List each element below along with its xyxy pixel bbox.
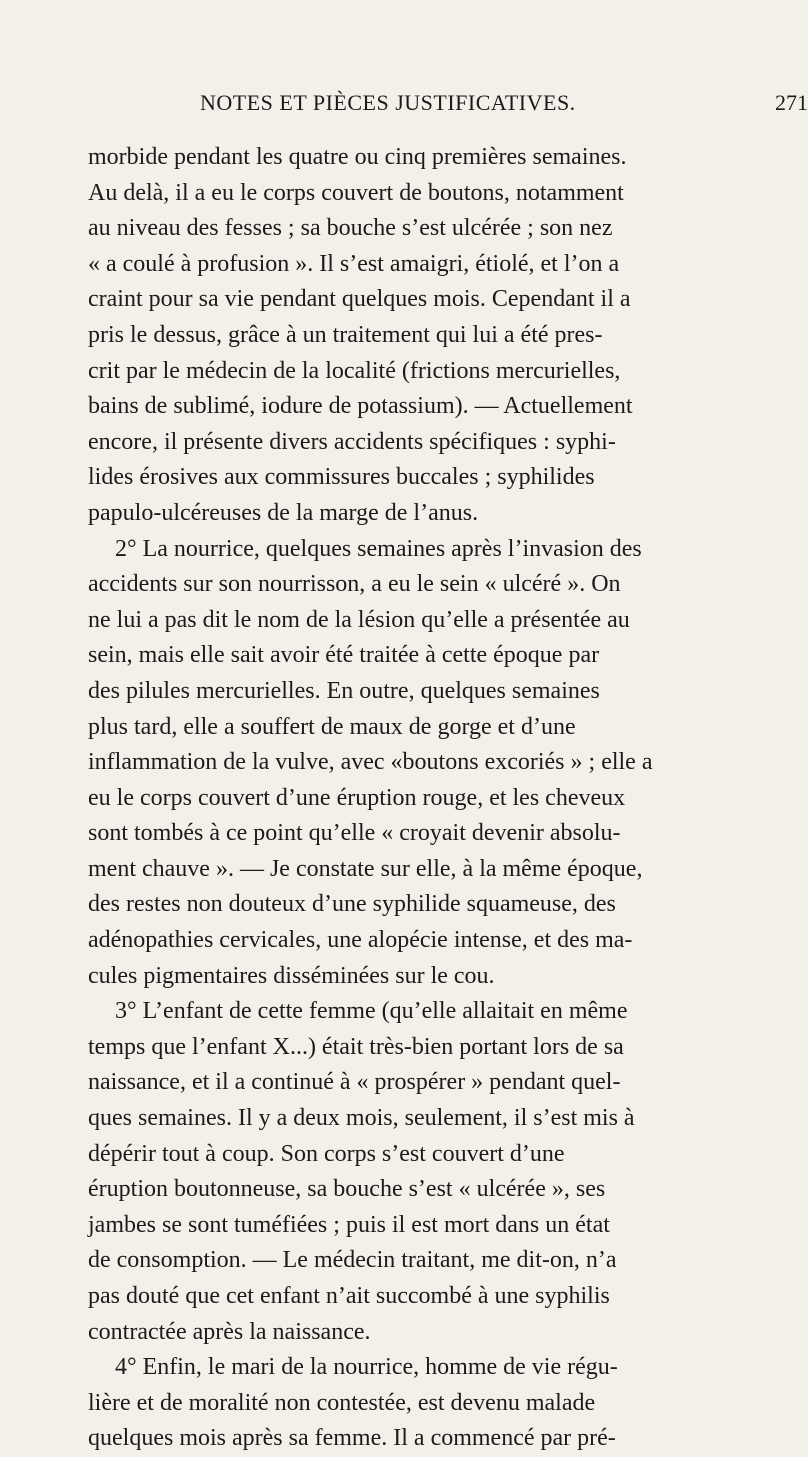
text-line: plus tard, elle a souffert de maux de gorge et d’une — [88, 713, 576, 740]
text-line: des restes non douteux d’une syphilide squameuse, des — [88, 891, 616, 918]
text-line: accidents sur son nourrisson, a eu le sein « ulcéré ». On — [88, 571, 621, 598]
text-line: quelques mois après sa femme. Il a commencé par pré- — [88, 1425, 616, 1452]
text-line: eu le corps couvert d’une éruption rouge, et les cheveux — [88, 784, 626, 811]
text-line: crit par le médecin de la localité (frictions mercurielles, — [88, 357, 621, 384]
text-line: pas douté que cet enfant n’ait succombé à une syphilis — [88, 1283, 610, 1309]
text-line: encore, il présente divers accidents spécifiques : syphi- — [88, 428, 616, 455]
page-number: 271 — [775, 90, 808, 115]
text-line: « a coulé à profusion ». Il s’est amaigri, étiolé, et l’on a — [88, 250, 620, 277]
text-line: Au delà, il a eu le corps couvert de boutons, notamment — [88, 179, 624, 206]
text-line: au niveau des fesses ; sa bouche s’est ulcérée ; son nez — [88, 215, 613, 242]
text-line: 4° Enfin, le mari de la nourrice, homme de vie régu- — [115, 1354, 618, 1381]
text-line: naissance, et il a continué à « prospérer » pendant quel- — [88, 1069, 621, 1096]
text-line: contractée après la naissance. — [88, 1318, 371, 1345]
text-line: pris le dessus, grâce à un traitement qui lui a été pres- — [88, 321, 603, 348]
text-line: sont tombés à ce point qu’elle « croyait devenir absolu- — [88, 820, 621, 847]
text-line: morbide pendant les quatre ou cinq premières semaines. — [88, 144, 627, 170]
text-line: de consomption. — Le médecin traitant, me dit-on, n’a — [88, 1247, 617, 1274]
text-line: lides érosives aux commissures buccales ; syphilides — [88, 464, 595, 491]
text-line: ques semaines. Il y a deux mois, seulement, il s’est mis à — [88, 1105, 635, 1132]
page-header — [200, 90, 808, 124]
text-line: ment chauve ». — Je constate sur elle, à la même époque, — [88, 855, 643, 882]
text-line: craint pour sa vie pendant quelques mois. Cependant il a — [88, 286, 631, 313]
blank-page-area — [0, 1155, 800, 1368]
text-line: lière et de moralité non contestée, est devenu malade — [88, 1389, 596, 1416]
text-line: inflammation de la vulve, avec «boutons excoriés » ; elle a — [88, 749, 653, 776]
text-line: ne lui a pas dit le nom de la lésion qu’elle a présentée au — [88, 606, 630, 633]
text-line: des pilules mercurielles. En outre, quelques semaines — [88, 677, 600, 704]
text-line: cules pigmentaires disséminées sur le cou. — [88, 962, 495, 989]
text-line: éruption boutonneuse, sa bouche s’est « ulcérée », ses — [88, 1176, 606, 1203]
text-line: dépérir tout à coup. Son corps s’est couvert d’une — [88, 1140, 565, 1167]
text-line: jambes se sont tuméfiées ; puis il est mort dans un état — [88, 1211, 610, 1238]
text-line: papulo-ulcéreuses de la marge de l’anus. — [88, 499, 479, 526]
text-line: sein, mais elle sait avoir été traitée à cette époque par — [88, 642, 600, 669]
running-head: NOTES ET PIÈCES JUSTIFICATIVES. — [200, 90, 576, 115]
text-line: temps que l’enfant X...) était très-bien portant lors de sa — [88, 1033, 624, 1060]
text-line: 2° La nourrice, quelques semaines après l’invasion des — [115, 535, 642, 562]
text-line: 3° L’enfant de cette femme (qu’elle allaitait en même — [115, 998, 628, 1025]
text-line: adénopathies cervicales, une alopécie intense, et des ma- — [88, 927, 633, 954]
text-line: bains de sublimé, iodure de potassium). — Actuellement — [88, 393, 633, 420]
